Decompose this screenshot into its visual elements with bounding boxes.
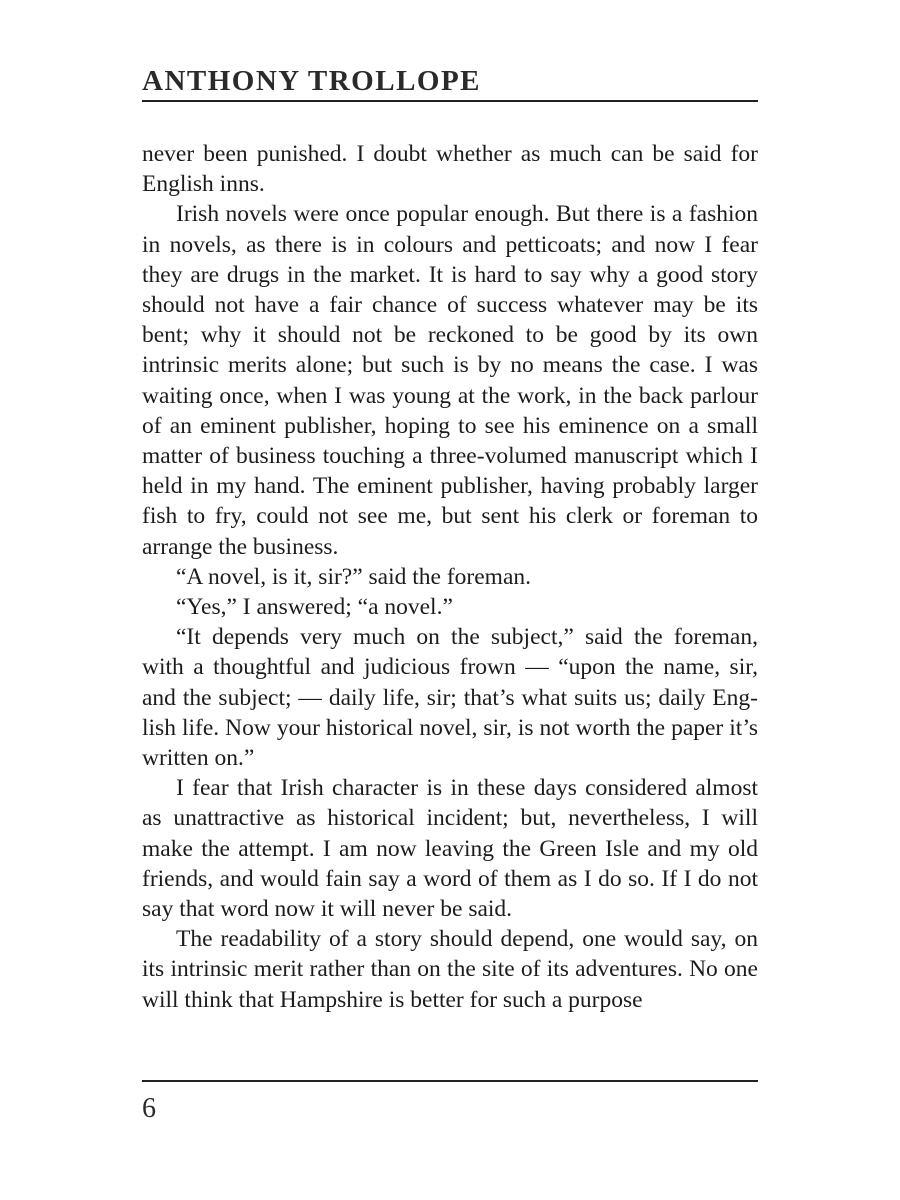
- paragraph: “Yes,” I answered; “a novel.”: [176, 594, 453, 621]
- paragraph: The readability of a story should depend, one would say, on its intrinsic merit rather than on the site of its adventures. No one will think that Hampshire is better for such a purpose: [142, 926, 758, 1013]
- running-head: ANTHONY TROLLOPE: [142, 65, 482, 97]
- page-number: 6: [142, 1093, 156, 1124]
- paragraph: I fear that Irish character is in these days considered almost as unattractive as historical incident; but, nevertheless, I will make the attempt. I am now leaving the Green Isle and my old friends, and would fain say a word of them as I do so. If I do not say that word now it will never be said.: [142, 775, 758, 923]
- page-header: [142, 64, 758, 98]
- paragraph: “It depends very much on the subject,” said the foreman, with a thoughtful and judicious frown — “upon the name, sir, and the subject; — daily life, sir; that’s what suits us; daily English life. Now your historical novel, sir, is not worth the paper it’s written on.”: [142, 624, 758, 772]
- paragraph: “A novel, is it, sir?” said the foreman.: [176, 563, 532, 590]
- footer-rule: [142, 1080, 758, 1082]
- header-rule: [142, 100, 758, 102]
- body-text: [142, 139, 758, 1015]
- paragraph: Irish novels were once popular enough. But there is a fashion in novels, as there is in colours and petticoats; and now I fear they are drugs in the market. It is hard to say why a good story should not have a fair chance of success whatever may be its bent; why it should not be reckoned to be good by its own intrinsic merits alone; but such is by no means the case. I was waiting once, when I was young at the work, in the back parlour of an eminent publisher, hoping to see his eminence on a small matter of business touching a three-volumed manuscript which I held in my hand. The eminent publisher, having probably larger fish to fry, could not see me, but sent his clerk or foreman to arrange the business.: [142, 201, 758, 560]
- paragraph: never been punished. I doubt whether as much can be said for English inns.: [142, 141, 758, 198]
